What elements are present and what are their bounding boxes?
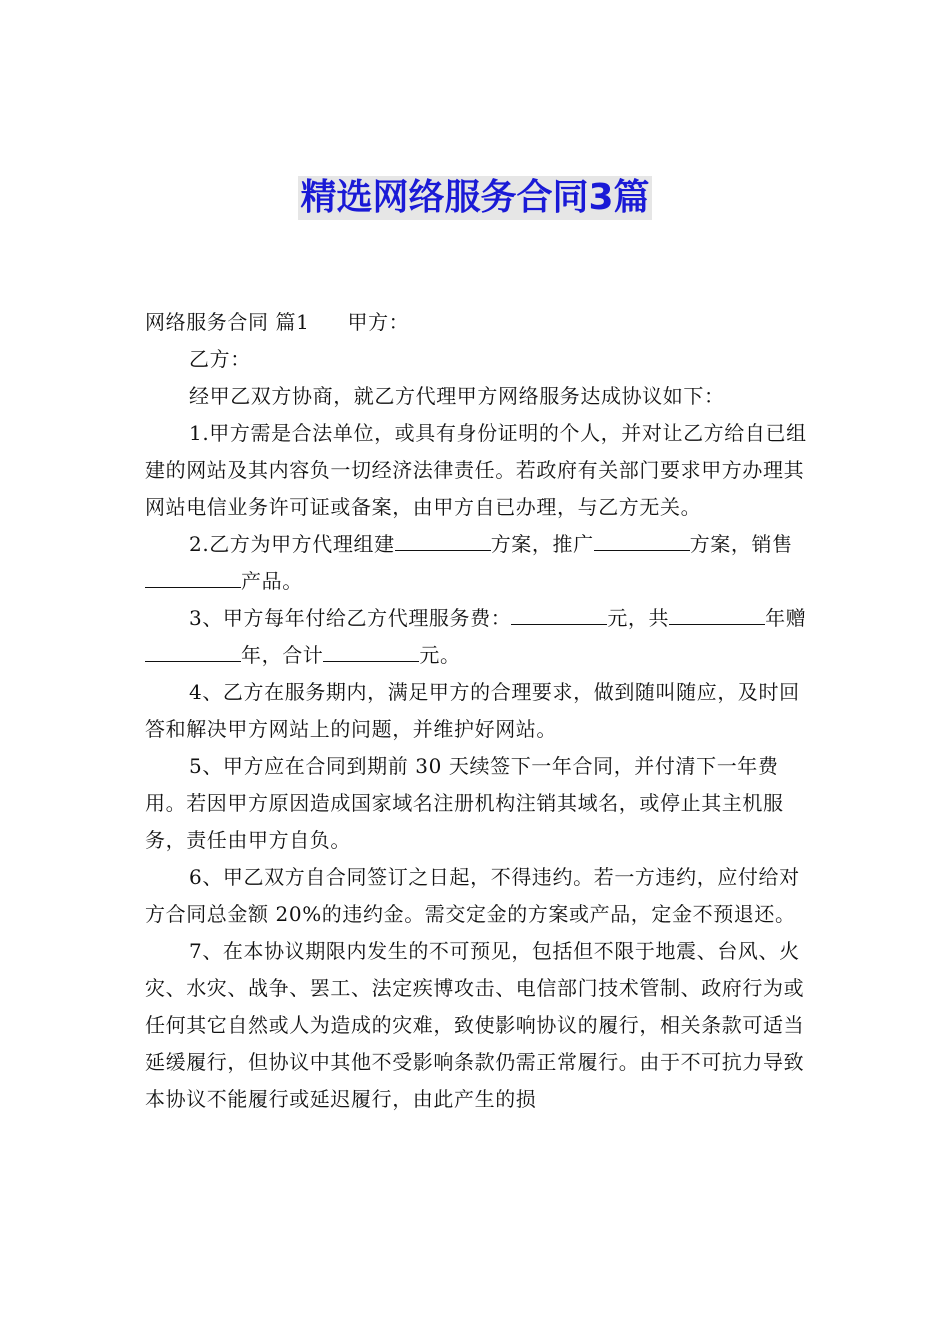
clause-3-text-a: 3、甲方每年付给乙方代理服务费： (189, 606, 512, 630)
fill-blank (594, 528, 690, 551)
clause-3-text-e: 元。 (419, 643, 461, 667)
contract-name: 网络服务合同 篇1 (145, 310, 310, 334)
clause-2-text-a: 2.乙方为甲方代理组建 (189, 532, 395, 556)
clause-6: 6、甲乙双方自合同签订之日起，不得违约。若一方违约，应付给对方合同总金额 20%的违约金。需交定金的方案或产品，定金不预退还。 (145, 865, 800, 926)
heading-line (145, 304, 815, 341)
clause-2-text-b: 方案，推广 (490, 532, 594, 556)
fill-blank (395, 528, 491, 551)
clause-1: 1.甲方需是合法单位，或具有身份证明的个人，并对让乙方给自已组建的网站及其内容负一切经济法律责任。若政府有关部门要求甲方办理其网站电信业务许可证或备案，由甲方自已办理，与乙方无关。 (145, 421, 807, 519)
document-title-wrap (0, 176, 950, 220)
clause-2-text-d: 产品。 (241, 569, 303, 593)
fill-blank (145, 639, 241, 662)
clause-5: 5、甲方应在合同到期前 30 天续签下一年合同，并付清下一年费用。若因甲方原因造成国家域名注册机构注销其域名，或停止其主机服务，责任由甲方自负。 (145, 754, 784, 852)
fill-blank (145, 565, 241, 588)
clause-3-text-b: 元，共 (607, 606, 670, 630)
fill-blank (511, 602, 607, 625)
document-title: 精选网络服务合同3篇 (300, 177, 650, 218)
clause-2 (145, 526, 815, 600)
fill-blank (669, 602, 765, 625)
party-a-label: 甲方： (347, 310, 410, 334)
clause-3 (145, 600, 815, 674)
fill-blank (323, 639, 419, 662)
clause-3-text-c: 年赠 (765, 606, 807, 630)
document-body (145, 304, 815, 1118)
clause-7: 7、在本协议期限内发生的不可预见，包括但不限于地震、台风、火灾、水灾、战争、罢工、法定疾博攻击、电信部门技术管制、政府行为或任何其它自然或人为造成的灾难，致使影响协议的履行，相关条款可适当延缓履行，但协议中其他不受影响条款仍需正常履行。由于不可抗力导致本协议不能履行或延迟履行，由此产生的损 (145, 939, 805, 1111)
clause-2-text-c: 方案，销售 (689, 532, 793, 556)
intro-paragraph: 经甲乙双方协商，就乙方代理甲方网络服务达成协议如下： (189, 384, 725, 408)
party-b-label: 乙方： (189, 347, 251, 371)
clause-4: 4、乙方在服务期内，满足甲方的合理要求，做到随叫随应，及时回答和解决甲方网站上的问题，并维护好网站。 (145, 680, 800, 741)
clause-3-text-d: 年，合计 (241, 643, 324, 667)
